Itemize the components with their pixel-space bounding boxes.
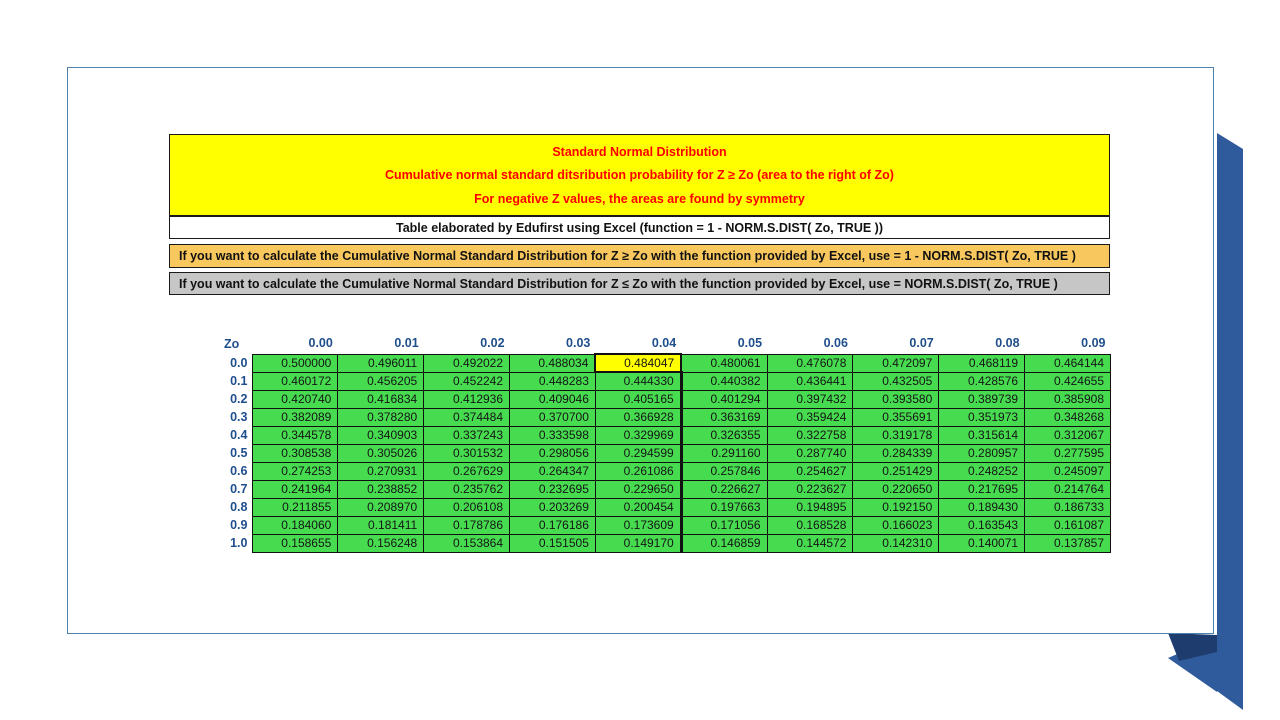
table-cell: 0.500000 xyxy=(252,354,338,372)
elaborated-by-row: Table elaborated by Edufirst using Excel (function = 1 - NORM.S.DIST( Zo, TRUE )) xyxy=(169,216,1110,239)
column-header: 0.09 xyxy=(1081,336,1106,351)
table-cell: 0.420740 xyxy=(252,390,338,408)
table-cell: 0.326355 xyxy=(681,426,767,444)
table-cell: 0.211855 xyxy=(252,498,338,516)
table-cell: 0.267629 xyxy=(424,462,510,480)
table-cell: 0.270931 xyxy=(338,462,424,480)
table-cell: 0.409046 xyxy=(510,390,596,408)
table-cell: 0.200454 xyxy=(595,498,681,516)
table-cell: 0.370700 xyxy=(510,408,596,426)
table-cell: 0.397432 xyxy=(767,390,853,408)
table-cell: 0.298056 xyxy=(510,444,596,462)
table-cell: 0.186733 xyxy=(1025,498,1111,516)
table-cell: 0.194895 xyxy=(767,498,853,516)
table-cell: 0.158655 xyxy=(252,534,338,552)
table-cell: 0.192150 xyxy=(853,498,939,516)
row-label: 0.5 xyxy=(230,446,248,460)
table-cell: 0.153864 xyxy=(424,534,510,552)
table-cell: 0.168528 xyxy=(767,516,853,534)
table-cell: 0.312067 xyxy=(1025,426,1111,444)
table-cell: 0.305026 xyxy=(338,444,424,462)
table-cell: 0.214764 xyxy=(1025,480,1111,498)
table-cell: 0.351973 xyxy=(939,408,1025,426)
table-cell: 0.452242 xyxy=(424,372,510,390)
table-cell: 0.348268 xyxy=(1025,408,1111,426)
column-header: 0.04 xyxy=(651,336,677,350)
table-cell: 0.359424 xyxy=(767,408,853,426)
table-cell: 0.203269 xyxy=(510,498,596,516)
column-header: 0.03 xyxy=(566,336,591,351)
zo-column-header: Zo xyxy=(224,336,240,351)
table-cell: 0.284339 xyxy=(853,444,939,462)
page-title: Standard Normal Distribution xyxy=(552,144,727,159)
table-cell: 0.344578 xyxy=(252,426,338,444)
column-header: 0.00 xyxy=(308,336,333,351)
table-cell: 0.464144 xyxy=(1025,354,1111,372)
table-cell: 0.496011 xyxy=(338,354,424,372)
table-cell: 0.223627 xyxy=(767,480,853,498)
table-row xyxy=(222,390,1111,408)
table-cell: 0.257846 xyxy=(681,462,767,480)
table-cell: 0.151505 xyxy=(510,534,596,552)
table-cell: 0.208970 xyxy=(338,498,424,516)
table-cell: 0.156248 xyxy=(338,534,424,552)
formula-note-z-le-row: If you want to calculate the Cumulative Normal Standard Distribution for Z ≤ Zo with the function provided by Excel, use = NORM.S.DIST( Zo, TRUE ) xyxy=(169,272,1110,295)
table-cell: 0.476078 xyxy=(767,354,853,372)
table-cell: 0.232695 xyxy=(510,480,596,498)
table-cell: 0.137857 xyxy=(1025,534,1111,552)
table-cell: 0.235762 xyxy=(424,480,510,498)
table-cell: 0.261086 xyxy=(595,462,681,480)
column-header: 0.08 xyxy=(995,336,1020,351)
table-cell: 0.374484 xyxy=(424,408,510,426)
table-cell: 0.274253 xyxy=(252,462,338,480)
table-cell: 0.184060 xyxy=(252,516,338,534)
table-cell: 0.140071 xyxy=(939,534,1025,552)
table-cell: 0.401294 xyxy=(681,390,767,408)
table-cell: 0.163543 xyxy=(939,516,1025,534)
row-label: 0.2 xyxy=(230,392,248,406)
table-cell: 0.382089 xyxy=(252,408,338,426)
table-cell: 0.287740 xyxy=(767,444,853,462)
z-table-container xyxy=(222,335,1111,553)
table-cell: 0.245097 xyxy=(1025,462,1111,480)
table-row xyxy=(222,372,1111,390)
table-cell: 0.488034 xyxy=(510,354,596,372)
table-cell: 0.161087 xyxy=(1025,516,1111,534)
table-row xyxy=(222,498,1111,516)
ribbon-band xyxy=(1217,133,1243,710)
table-row xyxy=(222,354,1111,372)
highlighted-cell: 0.484047 xyxy=(595,354,681,372)
table-cell: 0.206108 xyxy=(424,498,510,516)
table-cell: 0.492022 xyxy=(424,354,510,372)
table-cell: 0.436441 xyxy=(767,372,853,390)
table-cell: 0.480061 xyxy=(681,354,767,372)
table-cell: 0.319178 xyxy=(853,426,939,444)
table-cell: 0.363169 xyxy=(681,408,767,426)
table-cell: 0.405165 xyxy=(595,390,681,408)
table-cell: 0.149170 xyxy=(595,534,681,552)
table-cell: 0.456205 xyxy=(338,372,424,390)
table-row xyxy=(222,462,1111,480)
table-cell: 0.254627 xyxy=(767,462,853,480)
table-cell: 0.166023 xyxy=(853,516,939,534)
table-cell: 0.340903 xyxy=(338,426,424,444)
table-cell: 0.142310 xyxy=(853,534,939,552)
table-cell: 0.315614 xyxy=(939,426,1025,444)
table-cell: 0.385908 xyxy=(1025,390,1111,408)
subtitle-definition: Cumulative normal standard ditsribution probability for Z ≥ Zo (area to the right of Zo) xyxy=(385,168,894,182)
table-cell: 0.264347 xyxy=(510,462,596,480)
table-cell: 0.444330 xyxy=(595,372,681,390)
table-row xyxy=(222,444,1111,462)
table-cell: 0.468119 xyxy=(939,354,1025,372)
table-cell: 0.472097 xyxy=(853,354,939,372)
table-cell: 0.229650 xyxy=(595,480,681,498)
table-cell: 0.389739 xyxy=(939,390,1025,408)
table-cell: 0.178786 xyxy=(424,516,510,534)
table-cell: 0.280957 xyxy=(939,444,1025,462)
table-cell: 0.460172 xyxy=(252,372,338,390)
table-cell: 0.173609 xyxy=(595,516,681,534)
table-cell: 0.412936 xyxy=(424,390,510,408)
table-row xyxy=(222,480,1111,498)
row-label: 0.4 xyxy=(230,428,248,442)
row-label: 1.0 xyxy=(230,536,248,550)
table-cell: 0.428576 xyxy=(939,372,1025,390)
table-row xyxy=(222,408,1111,426)
table-cell: 0.146859 xyxy=(681,534,767,552)
row-label: 0.7 xyxy=(230,482,248,496)
row-label: 0.9 xyxy=(230,518,248,532)
table-cell: 0.251429 xyxy=(853,462,939,480)
table-cell: 0.378280 xyxy=(338,408,424,426)
column-header: 0.05 xyxy=(737,336,763,351)
row-label: 0.8 xyxy=(230,500,248,514)
table-cell: 0.291160 xyxy=(681,444,767,462)
row-label: 0.1 xyxy=(230,374,248,388)
table-cell: 0.144572 xyxy=(767,534,853,552)
table-cell: 0.329969 xyxy=(595,426,681,444)
z-table-header xyxy=(222,335,1111,354)
table-cell: 0.416834 xyxy=(338,390,424,408)
table-cell: 0.355691 xyxy=(853,408,939,426)
table-cell: 0.333598 xyxy=(510,426,596,444)
table-row xyxy=(222,426,1111,444)
z-table xyxy=(222,335,1111,553)
table-cell: 0.337243 xyxy=(424,426,510,444)
table-cell: 0.226627 xyxy=(681,480,767,498)
table-cell: 0.277595 xyxy=(1025,444,1111,462)
column-header: 0.01 xyxy=(394,336,419,351)
table-cell: 0.217695 xyxy=(939,480,1025,498)
table-cell: 0.322758 xyxy=(767,426,853,444)
subtitle-symmetry-note: For negative Z values, the areas are found by symmetry xyxy=(474,191,805,206)
table-cell: 0.189430 xyxy=(939,498,1025,516)
table-row xyxy=(222,534,1111,552)
table-cell: 0.393580 xyxy=(853,390,939,408)
table-cell: 0.241964 xyxy=(252,480,338,498)
column-header: 0.02 xyxy=(480,336,505,351)
table-cell: 0.220650 xyxy=(853,480,939,498)
table-cell: 0.440382 xyxy=(681,372,767,390)
table-cell: 0.366928 xyxy=(595,408,681,426)
table-cell: 0.294599 xyxy=(595,444,681,462)
row-label: 0.0 xyxy=(230,356,248,370)
table-cell: 0.424655 xyxy=(1025,372,1111,390)
row-label: 0.3 xyxy=(230,410,248,424)
table-cell: 0.171056 xyxy=(681,516,767,534)
table-cell: 0.238852 xyxy=(338,480,424,498)
table-cell: 0.301532 xyxy=(424,444,510,462)
column-header: 0.07 xyxy=(909,336,934,351)
row-label: 0.6 xyxy=(230,464,248,478)
table-cell: 0.181411 xyxy=(338,516,424,534)
table-cell: 0.176186 xyxy=(510,516,596,534)
table-cell: 0.432505 xyxy=(853,372,939,390)
table-cell: 0.248252 xyxy=(939,462,1025,480)
table-cell: 0.197663 xyxy=(681,498,767,516)
title-box xyxy=(169,134,1110,216)
table-row xyxy=(222,516,1111,534)
table-cell: 0.448283 xyxy=(510,372,596,390)
column-header: 0.06 xyxy=(823,336,848,351)
formula-note-z-ge-row: If you want to calculate the Cumulative Normal Standard Distribution for Z ≥ Zo with the function provided by Excel, use = 1 - NORM.S.DIST( Zo, TRUE ) xyxy=(169,244,1110,268)
table-cell: 0.308538 xyxy=(252,444,338,462)
